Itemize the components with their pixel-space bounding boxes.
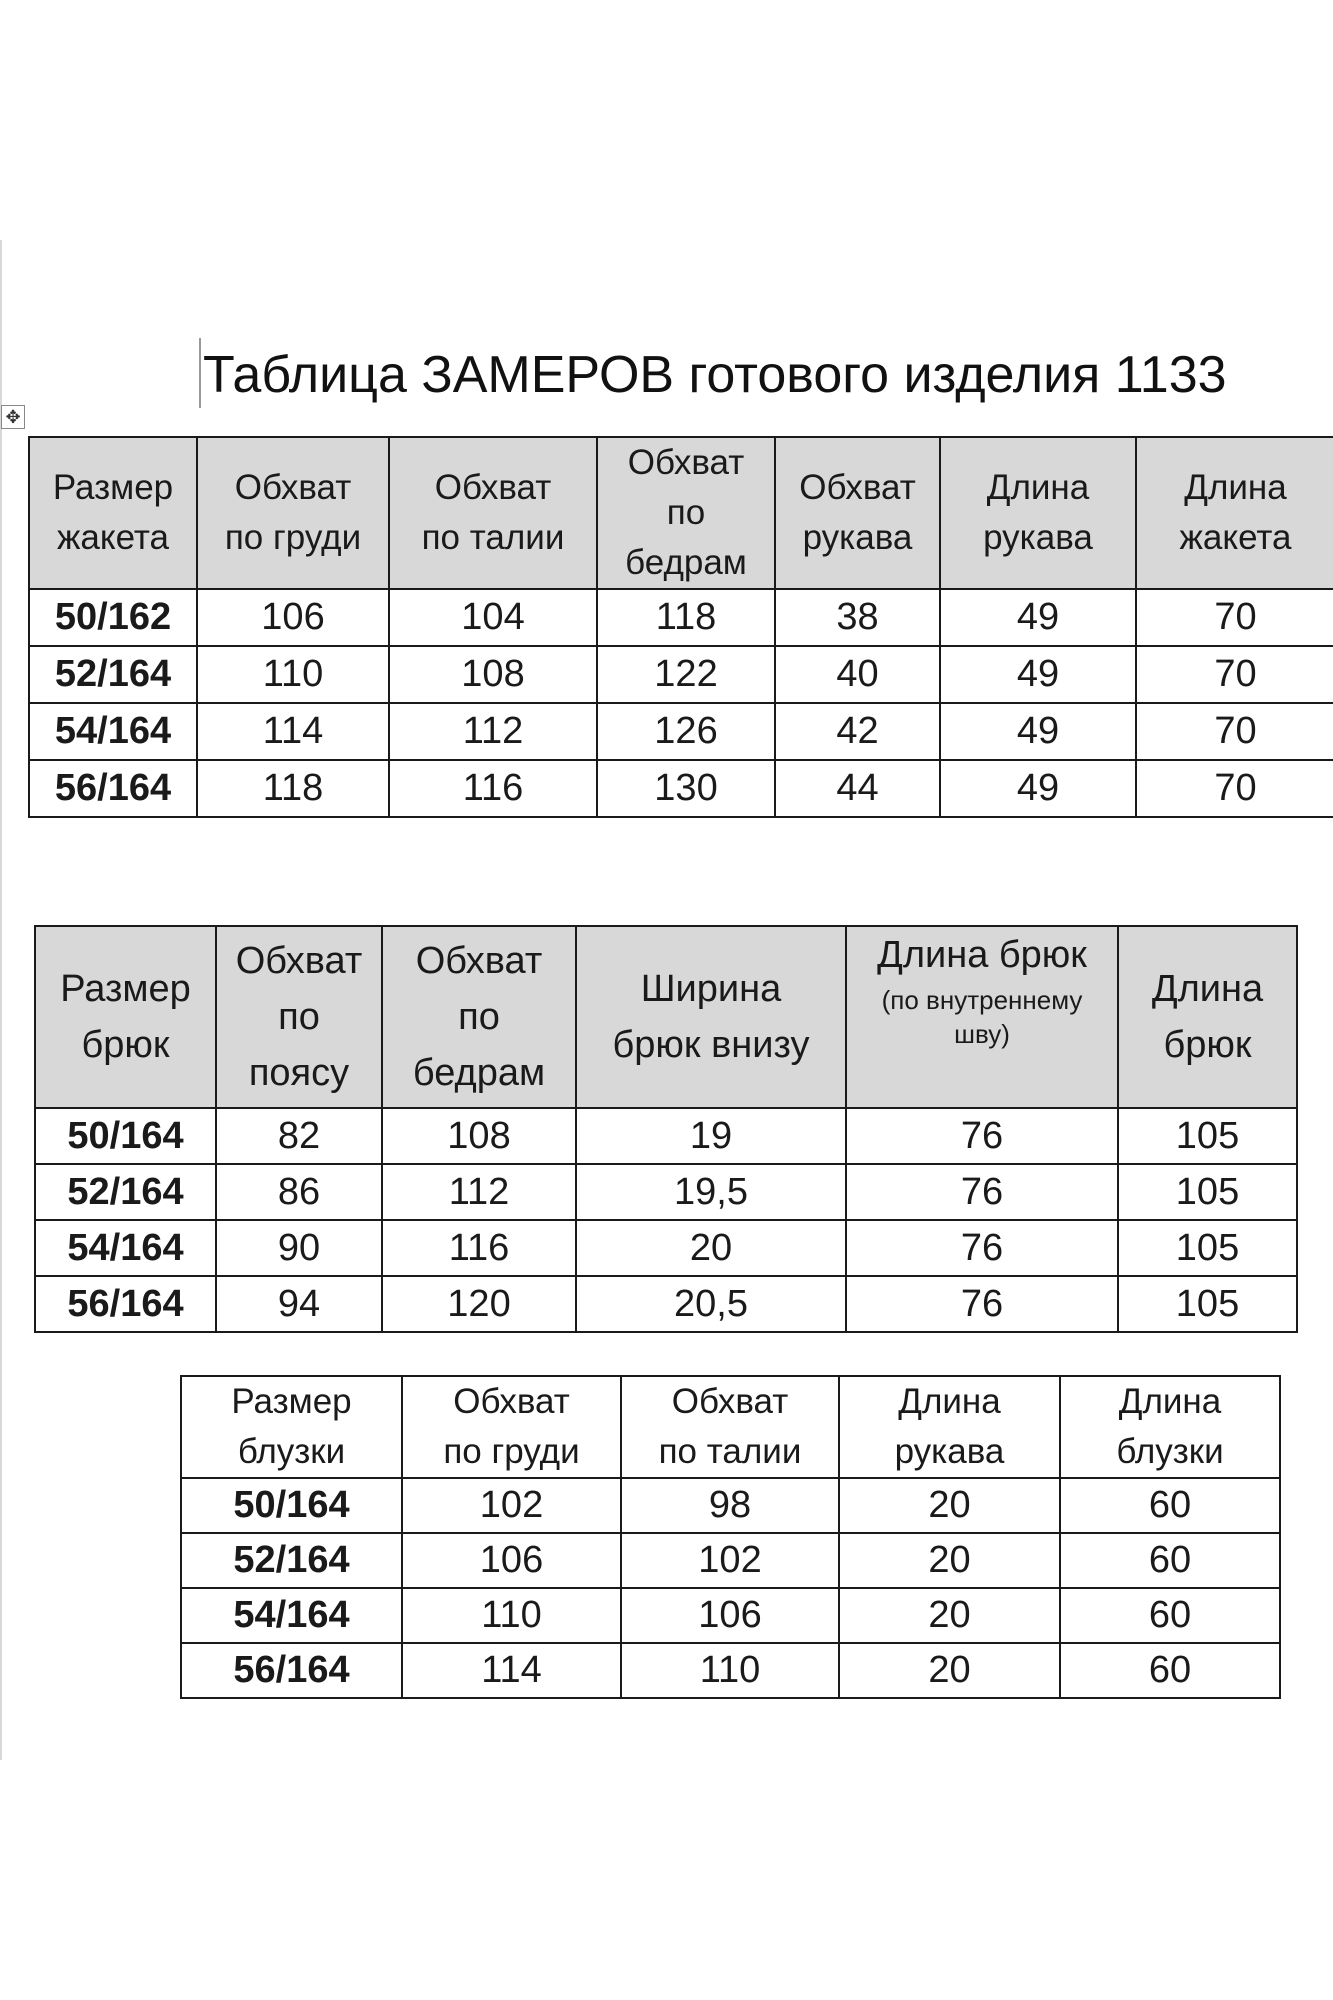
value-cell: 105 <box>1118 1164 1297 1220</box>
size-cell: 52/164 <box>181 1533 402 1588</box>
value-cell: 126 <box>597 703 775 760</box>
value-cell: 20 <box>576 1220 846 1276</box>
header-cell: Ширина брюк внизу <box>576 926 846 1108</box>
header-cell: Длина брюк <box>1118 926 1297 1108</box>
header-cell: Обхват по талии <box>621 1376 839 1478</box>
table-header-row <box>181 1376 1280 1478</box>
table-header-row <box>35 926 1297 1108</box>
value-cell: 20,5 <box>576 1276 846 1332</box>
value-cell: 86 <box>216 1164 382 1220</box>
header-cell: Размер брюк <box>35 926 216 1108</box>
value-cell: 108 <box>389 646 597 703</box>
table-row <box>35 1108 1297 1164</box>
header-cell: Длина жакета <box>1136 437 1333 589</box>
value-cell: 104 <box>389 589 597 646</box>
value-cell: 110 <box>621 1643 839 1698</box>
value-cell: 70 <box>1136 703 1333 760</box>
size-cell: 54/164 <box>181 1588 402 1643</box>
table-row <box>35 1220 1297 1276</box>
value-cell: 106 <box>197 589 389 646</box>
header-cell: Обхват по груди <box>197 437 389 589</box>
size-cell: 52/164 <box>35 1164 216 1220</box>
table-row <box>181 1643 1280 1698</box>
size-cell: 52/164 <box>29 646 197 703</box>
value-cell: 105 <box>1118 1276 1297 1332</box>
page-margin-line <box>0 240 2 1760</box>
table-row <box>181 1533 1280 1588</box>
value-cell: 82 <box>216 1108 382 1164</box>
value-cell: 70 <box>1136 646 1333 703</box>
value-cell: 49 <box>940 703 1136 760</box>
move-handle-icon[interactable]: ✥ <box>1 405 25 429</box>
table-row <box>29 703 1333 760</box>
size-cell: 50/164 <box>35 1108 216 1164</box>
value-cell: 114 <box>402 1643 621 1698</box>
text-cursor <box>199 338 201 408</box>
value-cell: 90 <box>216 1220 382 1276</box>
value-cell: 49 <box>940 646 1136 703</box>
size-cell: 56/164 <box>35 1276 216 1332</box>
header-cell: Обхват по поясу <box>216 926 382 1108</box>
table-row <box>181 1478 1280 1533</box>
value-cell: 106 <box>621 1588 839 1643</box>
value-cell: 122 <box>597 646 775 703</box>
table-row <box>29 589 1333 646</box>
table-row <box>29 646 1333 703</box>
value-cell: 94 <box>216 1276 382 1332</box>
value-cell: 116 <box>389 760 597 817</box>
value-cell: 110 <box>197 646 389 703</box>
value-cell: 110 <box>402 1588 621 1643</box>
value-cell: 112 <box>389 703 597 760</box>
value-cell: 76 <box>846 1108 1118 1164</box>
header-cell: Размер жакета <box>29 437 197 589</box>
value-cell: 105 <box>1118 1220 1297 1276</box>
value-cell: 102 <box>621 1533 839 1588</box>
value-cell: 112 <box>382 1164 576 1220</box>
value-cell: 102 <box>402 1478 621 1533</box>
header-cell: Длина брюк (по внутреннему шву) <box>846 926 1118 1108</box>
header-cell: Длина рукава <box>940 437 1136 589</box>
value-cell: 20 <box>839 1643 1060 1698</box>
header-cell: Обхват по бедрам <box>382 926 576 1108</box>
value-cell: 49 <box>940 760 1136 817</box>
value-cell: 76 <box>846 1164 1118 1220</box>
value-cell: 70 <box>1136 589 1333 646</box>
table-row <box>29 760 1333 817</box>
value-cell: 114 <box>197 703 389 760</box>
header-cell: Обхват по талии <box>389 437 597 589</box>
value-cell: 105 <box>1118 1108 1297 1164</box>
size-cell: 50/162 <box>29 589 197 646</box>
table-header-row <box>29 437 1333 589</box>
table-row <box>181 1588 1280 1643</box>
value-cell: 70 <box>1136 760 1333 817</box>
value-cell: 120 <box>382 1276 576 1332</box>
value-cell: 20 <box>839 1478 1060 1533</box>
size-cell: 56/164 <box>181 1643 402 1698</box>
value-cell: 76 <box>846 1276 1118 1332</box>
table-row <box>35 1164 1297 1220</box>
value-cell: 19,5 <box>576 1164 846 1220</box>
value-cell: 116 <box>382 1220 576 1276</box>
value-cell: 76 <box>846 1220 1118 1276</box>
value-cell: 118 <box>197 760 389 817</box>
value-cell: 60 <box>1060 1533 1280 1588</box>
value-cell: 44 <box>775 760 940 817</box>
value-cell: 60 <box>1060 1588 1280 1643</box>
table-row <box>35 1276 1297 1332</box>
value-cell: 40 <box>775 646 940 703</box>
header-cell: Обхват рукава <box>775 437 940 589</box>
header-cell: Размер блузки <box>181 1376 402 1478</box>
size-cell: 54/164 <box>29 703 197 760</box>
value-cell: 20 <box>839 1588 1060 1643</box>
header-cell: Обхват по груди <box>402 1376 621 1478</box>
value-cell: 42 <box>775 703 940 760</box>
value-cell: 38 <box>775 589 940 646</box>
size-cell: 56/164 <box>29 760 197 817</box>
value-cell: 60 <box>1060 1478 1280 1533</box>
value-cell: 130 <box>597 760 775 817</box>
value-cell: 20 <box>839 1533 1060 1588</box>
jacket-size-table <box>28 436 1333 818</box>
value-cell: 60 <box>1060 1643 1280 1698</box>
size-cell: 54/164 <box>35 1220 216 1276</box>
page-title: Таблица ЗАМЕРОВ готового изделия 1133 <box>203 346 1227 404</box>
header-cell: Длина рукава <box>839 1376 1060 1478</box>
value-cell: 118 <box>597 589 775 646</box>
value-cell: 19 <box>576 1108 846 1164</box>
header-cell: Длина блузки <box>1060 1376 1280 1478</box>
value-cell: 106 <box>402 1533 621 1588</box>
size-cell: 50/164 <box>181 1478 402 1533</box>
pants-size-table <box>34 925 1298 1333</box>
header-cell: Обхват по бедрам <box>597 437 775 589</box>
value-cell: 98 <box>621 1478 839 1533</box>
value-cell: 49 <box>940 589 1136 646</box>
value-cell: 108 <box>382 1108 576 1164</box>
blouse-size-table <box>180 1375 1281 1699</box>
